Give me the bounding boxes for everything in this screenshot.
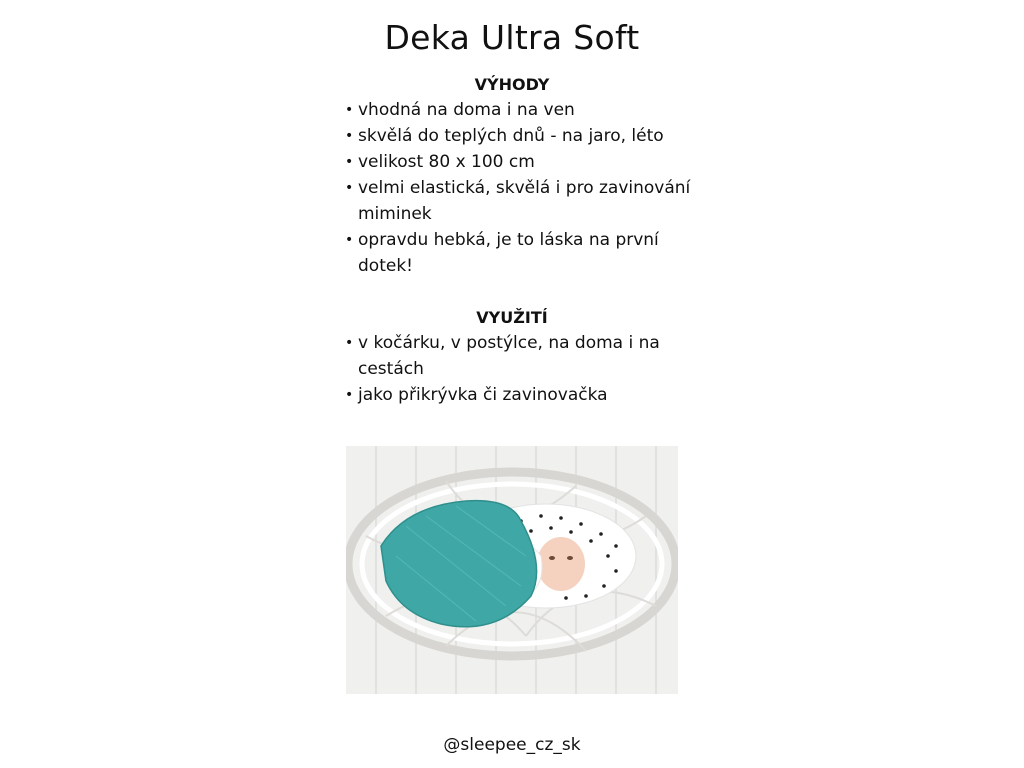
benefits-heading: VÝHODY (474, 75, 550, 94)
list-item: • vhodná na doma i na ven (344, 97, 714, 123)
benefits-list (344, 97, 714, 279)
list-item: • v kočárku, v postýlce, na doma i na cestách (344, 330, 714, 382)
bullet-icon: • (345, 232, 354, 248)
list-item: • velmi elastická, skvělá i pro zavinování miminek (344, 175, 714, 227)
product-card (300, 0, 724, 768)
list-item: • skvělá do teplých dnů - na jaro, léto (344, 123, 714, 149)
photo-illustration (346, 446, 678, 694)
bullet-icon: • (345, 128, 354, 144)
bullet-icon: • (345, 335, 354, 351)
bullet-icon: • (345, 154, 354, 170)
bullet-icon: • (345, 102, 354, 118)
bullet-icon: • (345, 387, 354, 403)
list-item: • jako přikrývka či zavinovačka (344, 382, 714, 408)
page-title: Deka Ultra Soft (384, 18, 640, 57)
usage-heading: VYUŽITÍ (476, 308, 548, 327)
usage-list (344, 330, 714, 408)
bullet-icon: • (345, 180, 354, 196)
list-item: • opravdu hebká, je to láska na první dotek! (344, 227, 714, 279)
list-item: • velikost 80 x 100 cm (344, 149, 714, 175)
social-handle[interactable]: @sleepee_cz_sk (443, 735, 581, 755)
baby-basket-photo (346, 446, 678, 694)
